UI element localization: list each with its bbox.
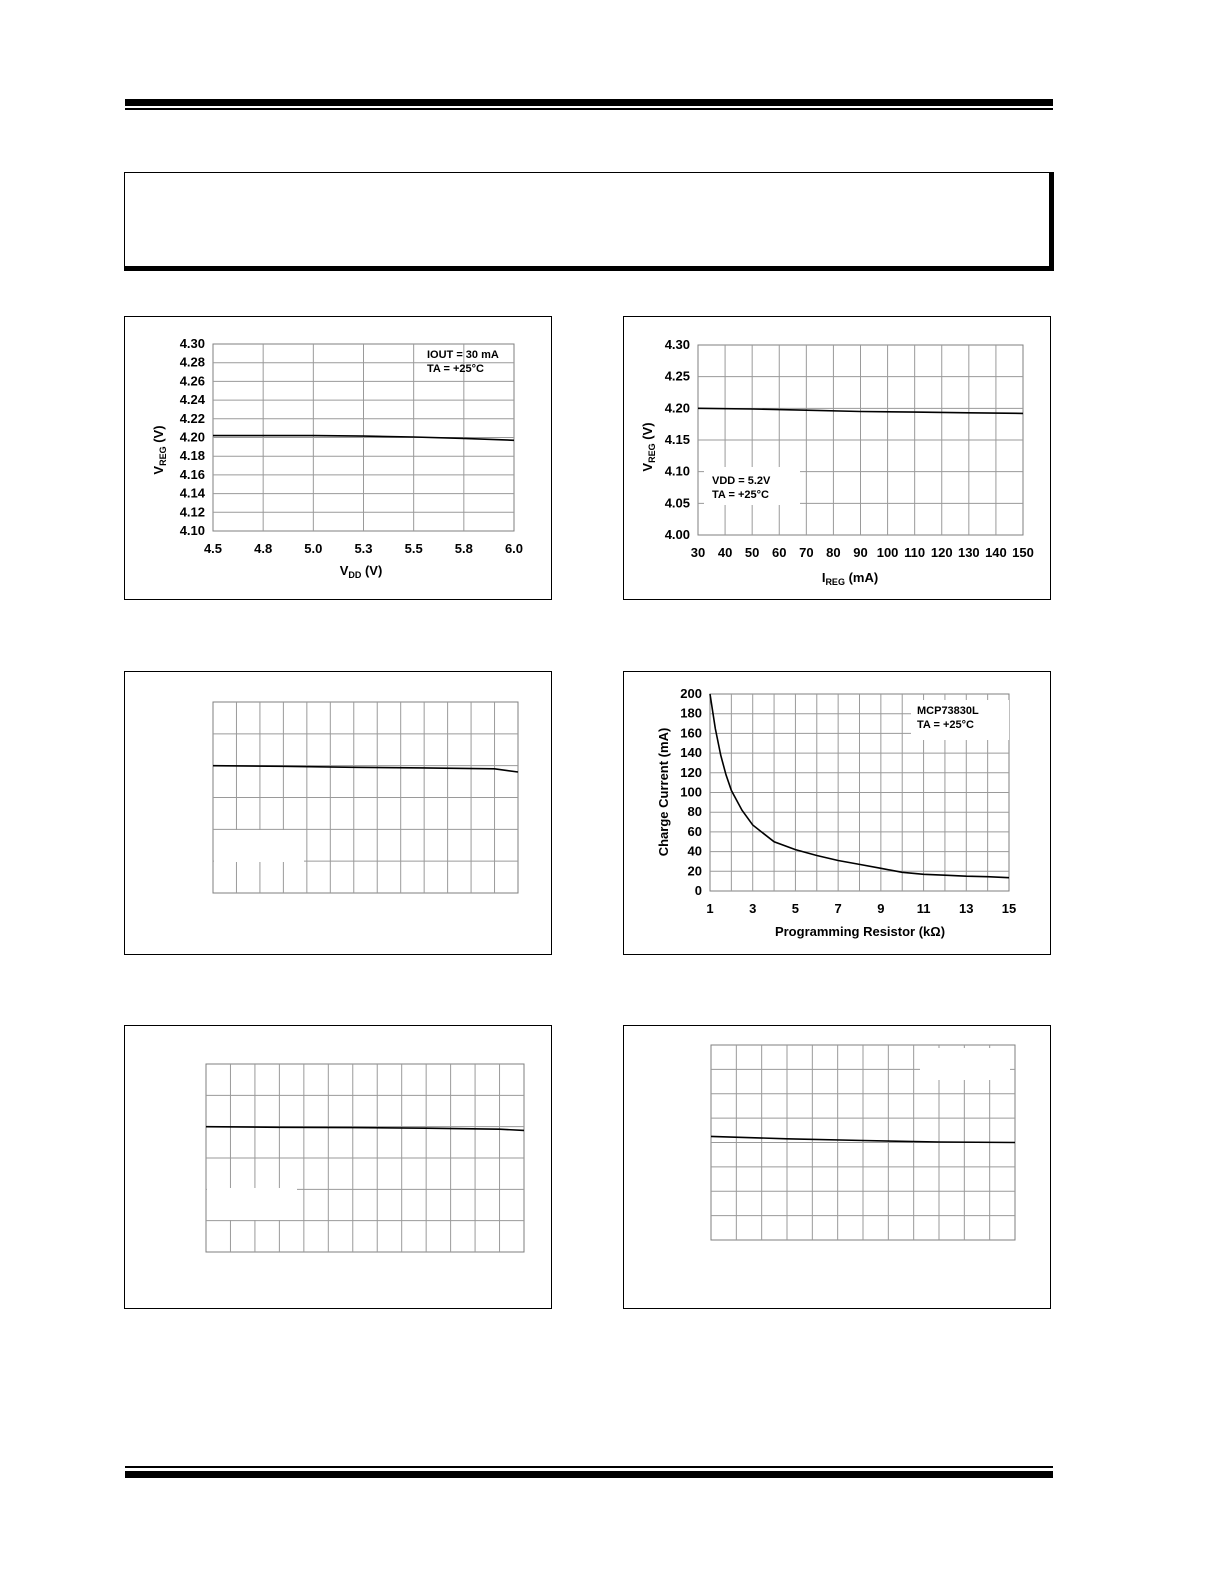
y-tick-label: 80 (687, 804, 702, 820)
chart-charge-current-vs-rprog (624, 672, 1050, 954)
x-tick-label: 100 (876, 545, 899, 560)
chart-panel-vreg-vs-ireg (623, 316, 1051, 600)
y-tick-label: 180 (680, 705, 702, 721)
y-tick-label: 4.10 (664, 463, 690, 479)
x-tick-label: 120 (930, 545, 953, 560)
x-axis-label: $I_{REG}$ (mA) (821, 570, 879, 587)
y-tick-label: 4.15 (664, 432, 690, 447)
chart-annotation: VDD = 5.2V (712, 475, 771, 487)
y-tick-label: 200 (680, 686, 702, 701)
y-tick-label: 40 (687, 843, 702, 859)
header-thin-rule (125, 108, 1053, 110)
x-tick-label: 50 (744, 545, 760, 560)
y-axis-label: $V_{REG}$ (V) (151, 425, 168, 475)
chart-annotation: TA = +25°C (712, 489, 769, 501)
y-tick-label: 4.28 (179, 354, 205, 370)
chart-panel-unlabeled-6 (623, 1025, 1051, 1309)
note-box (124, 172, 1054, 271)
x-tick-label: 5.3 (354, 541, 373, 556)
footer-thin-rule (125, 1466, 1053, 1468)
y-axis-label: Charge Current (mA) (656, 727, 671, 857)
legend-background (214, 830, 304, 862)
x-tick-label: 4.5 (203, 541, 223, 556)
x-tick-label: 40 (717, 545, 733, 560)
chart-annotation: TA = +25°C (917, 719, 974, 731)
x-tick-label: 70 (799, 545, 814, 560)
x-tick-label: 5.5 (404, 541, 423, 556)
y-tick-label: 4.12 (179, 504, 205, 520)
chart-annotation: MCP73830L (917, 705, 979, 717)
y-tick-label: 140 (680, 745, 702, 761)
x-axis-label: Programming Resistor (kΩ) (774, 924, 946, 939)
x-tick-label: 5 (791, 901, 800, 916)
y-tick-label: 20 (687, 863, 702, 879)
chart-unlabeled-5 (125, 1026, 551, 1308)
y-tick-label: 4.25 (664, 368, 690, 384)
y-tick-label: 4.24 (179, 392, 205, 408)
x-tick-label: 110 (904, 545, 926, 560)
y-tick-label: 4.18 (179, 448, 205, 464)
y-tick-label: 4.16 (179, 466, 205, 482)
y-axis-label: $V_{REG}$ (V) (640, 422, 657, 472)
y-tick-label: 160 (680, 725, 702, 741)
header-thick-rule (125, 99, 1053, 106)
legend-background (207, 1188, 297, 1220)
y-tick-label: 100 (680, 784, 702, 800)
x-tick-label: 13 (959, 901, 974, 916)
y-tick-label: 60 (687, 823, 702, 839)
chart-panel-unlabeled-3 (124, 671, 552, 955)
chart-vreg-vs-vdd (125, 317, 551, 599)
chart-annotation: TA = +25°C (427, 363, 484, 375)
x-tick-label: 150 (1012, 545, 1034, 560)
chart-panel-unlabeled-5 (124, 1025, 552, 1309)
y-tick-label: 120 (680, 764, 702, 780)
legend-background (920, 1048, 1010, 1080)
chart-annotation: IOUT = 30 mA (427, 349, 499, 361)
x-axis-label: $V_{DD}$ (V) (339, 563, 383, 580)
x-tick-label: 3 (749, 901, 757, 916)
y-tick-label: 4.05 (664, 495, 690, 511)
chart-panel-charge-current (623, 671, 1051, 955)
y-tick-label: 4.20 (664, 400, 690, 416)
x-tick-label: 15 (1001, 901, 1017, 916)
y-tick-label: 4.14 (179, 485, 205, 501)
chart-vreg-vs-ireg (624, 317, 1050, 599)
x-tick-label: 30 (690, 545, 706, 560)
x-tick-label: 90 (853, 545, 868, 560)
y-tick-label: 4.26 (179, 373, 205, 389)
y-tick-label: 0 (694, 883, 702, 898)
chart-unlabeled-3 (125, 672, 551, 954)
x-tick-label: 6.0 (504, 541, 524, 556)
y-tick-label: 4.30 (664, 337, 690, 352)
x-tick-label: 5.0 (304, 541, 323, 556)
x-tick-label: 7 (834, 901, 842, 916)
x-tick-label: 140 (985, 545, 1007, 560)
footer-thick-rule (125, 1471, 1053, 1478)
x-tick-label: 130 (957, 545, 980, 560)
x-tick-label: 4.8 (254, 541, 273, 556)
y-tick-label: 4.20 (179, 429, 205, 445)
chart-panel-vreg-vs-vdd (124, 316, 552, 600)
x-tick-label: 5.8 (454, 541, 473, 556)
y-tick-label: 4.10 (179, 523, 205, 538)
y-tick-label: 4.30 (179, 336, 205, 351)
x-tick-label: 80 (826, 545, 841, 560)
chart-unlabeled-6 (624, 1026, 1050, 1308)
x-tick-label: 9 (877, 901, 885, 916)
x-tick-label: 11 (916, 901, 931, 916)
x-tick-label: 1 (706, 901, 714, 916)
y-tick-label: 4.00 (664, 527, 690, 542)
y-tick-label: 4.22 (179, 410, 205, 426)
x-tick-label: 60 (772, 545, 787, 560)
